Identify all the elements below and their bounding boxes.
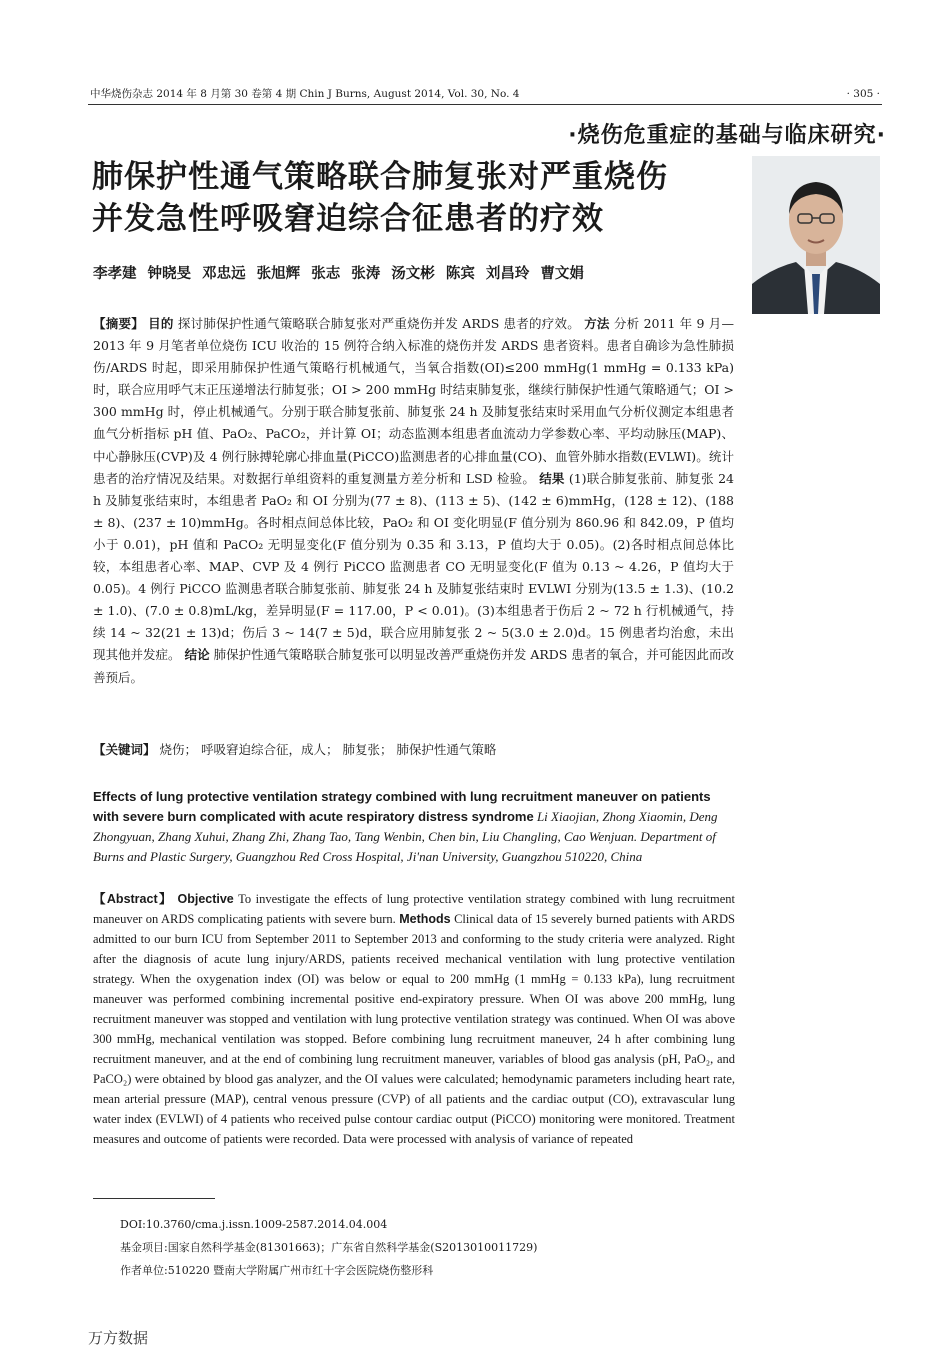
author-list: 李孝建 钟晓旻 邓忠远 张旭辉 张志 张涛 汤文彬 陈宾 刘昌玲 曹文娟 bbox=[93, 265, 584, 282]
header-rule bbox=[88, 104, 882, 105]
column-name: ·烧伤危重症的基础与临床研究· bbox=[568, 123, 886, 148]
footnote-rule bbox=[93, 1198, 215, 1199]
page-number: · 305 · bbox=[846, 88, 880, 100]
article-title bbox=[92, 156, 742, 240]
abstract-label: 【摘要】 bbox=[93, 316, 144, 331]
results-text: (1)联合肺复张前、肺复张 24 h 及肺复张结束时，本组患者 PaO₂ 和 OI 分别为(77 ± 8)、(113 ± 5)、(142 ± 6)mmHg，(128 ± 12)、(188 ± 8)、(237 ± 10)mmHg。各时相点间总体比较，PaO₂ 和 OI 变化明显(F 值分别为 860.96 和 842.09，P 值均小于 0.01)，pH 值和 PaCO₂ 无明显变化(F 值分别为 0.35 和 3.13，P 值均大于 0.05)。(2)各时相点间总体比较，本组患者心率、MAP、CVP 及 4 例行 PiCCO 监测患者 CO 无明显变化(F 值为 0.13 ~ 4.26，P 值均大于 0.05)。4 例行 PiCCO 监测患者联合肺复张前、肺复张 24 h 及肺复张结束时 EVLWI 分别为(13.5 ± 1.3)、(10.2 ± 1.0)、(7.0 ± 0.8)mL/kg，差异明显(F = 117.00，P < 0.01)。(3)本组患者于伤后 2 ~ 72 h 行机械通气，持续 14 ~ 32(21 ± 13)d；伤后 3 ~ 14(7 ± 5)d，联合应用肺复张 2 ~ 5(3.0 ± 2.0)d。15 例患者均治愈，未出现其他并发症。 bbox=[93, 470, 734, 663]
conclusions-label: 结论 bbox=[184, 647, 210, 663]
results-label: 结果 bbox=[539, 470, 565, 486]
methods-label: 方法 bbox=[584, 316, 610, 331]
title-line-1: 肺保护性通气策略联合肺复张对严重烧伤 bbox=[92, 159, 668, 195]
author-photo bbox=[752, 156, 880, 314]
english-abstract bbox=[93, 889, 735, 1149]
footnote-funding: 基金项目:国家自然科学基金(81301663)；广东省自然科学基金(S2013010011729) bbox=[120, 1241, 538, 1254]
keywords-label: 【关键词】 bbox=[93, 742, 156, 757]
footnote-doi: DOI:10.3760/cma.j.issn.1009-2587.2014.04.004 bbox=[120, 1218, 388, 1231]
chinese-keywords bbox=[93, 739, 734, 761]
objective-label: 目的 bbox=[148, 316, 174, 331]
en-objective-label: Objective bbox=[177, 892, 234, 906]
running-header bbox=[90, 86, 880, 102]
methods-text: 分析 2011 年 9 月—2013 年 9 月笔者单位烧伤 ICU 收治的 15 例符合纳入标准的烧伤并发 ARDS 患者资料。患者自确诊为急性肺损伤/ARDS 时起，即采用肺保护性通气策略行机械通气，当氧合指数(OI)≤200 mmHg(1 mmHg = 0.133 kPa)时，联合应用呼气末正压递增法行肺复张；OI > 200 mmHg 时结束肺复张，继续行肺保护性通气策略通气；OI > 300 mmHg 时，停止机械通气。分别于联合肺复张前、肺复张 24 h 及肺复张结束时采用血气分析仪测定本组患者血气分析指标 pH 值、PaO₂、PaCO₂，并计算 OI；动态监测本组患者血流动力学参数心率、平均动脉压(MAP)、中心静脉压(CVP)及 4 例行脉搏轮廓心排血量(PiCCO)监测患者的心排血量(CO)、血管外肺水指数(EVLWI)。统计患者的治疗情况及结果。对数据行单组资料的重复测量方差分析和 LSD 检验。 bbox=[93, 316, 734, 486]
objective-text: 探讨肺保护性通气策略联合肺复张对严重烧伤并发 ARDS 患者的疗效。 bbox=[177, 316, 580, 331]
journal-citation: 中华烧伤杂志 2014 年 8 月第 30 卷第 4 期 Chin J Burns, August 2014, Vol. 30, No. 4 bbox=[90, 88, 520, 100]
english-title-block bbox=[93, 787, 735, 867]
english-authors: Li Xiaojian, Zhong Xiaomin, Deng Zhongyuan, Zhang Xuhui, Zhang Zhi, Zhang Tao, Tang Wenbin, Chen bin, Liu Changling, Cao Wenjuan. bbox=[93, 809, 718, 844]
title-line-2: 并发急性呼吸窘迫综合征患者的疗效 bbox=[92, 201, 604, 237]
chinese-abstract bbox=[93, 313, 734, 689]
en-objective-text: To investigate the effects of lung protective ventilation strategy combined with lung recruitment maneuver on ARDS complicating patients with severe burn. bbox=[93, 892, 735, 926]
english-title: Effects of lung protective ventilation strategy combined with lung recruitment maneuver on patients with severe burn complicated with acute respiratory distress syndrome bbox=[93, 789, 711, 824]
author-portrait-image bbox=[752, 156, 880, 314]
english-affiliation: Department of Burns and Plastic Surgery, Guangzhou Red Cross Hospital, Ji'nan University, Guangzhou 510220, China bbox=[93, 829, 716, 864]
footnote-affiliation: 作者单位:510220 暨南大学附属广州市红十字会医院烧伤整形科 bbox=[120, 1264, 434, 1277]
conclusions-text: 肺保护性通气策略联合肺复张可以明显改善严重烧伤并发 ARDS 患者的氧合，并可能因此而改善预后。 bbox=[93, 647, 734, 685]
en-abstract-label: 【Abstract】 bbox=[93, 892, 173, 906]
keywords-text: 烧伤； 呼吸窘迫综合征，成人； 肺复张； 肺保护性通气策略 bbox=[159, 742, 497, 757]
en-methods-label: Methods bbox=[399, 912, 451, 926]
watermark: 万方数据 bbox=[88, 1329, 149, 1347]
en-methods-text: Clinical data of 15 severely burned patients with ARDS admitted to our burn ICU from September 2011 to September 2013 and conforming to the study criteria were analyzed. Right after the diagnosis of acute lung injury/ARDS, patients received mechanical ventilation with lung protective ventilation strategy. When the oxygenation index (OI) was below or equal to 200 mmHg (1 mmHg = 0.133 kPa), lung recruitment maneuver was performed combining incremental positive end-expiratory pressure. When OI was above 200 mmHg, lung recruitment maneuver was stopped and ventilation with lung protective ventilation strategy was continued. When OI was above 300 mmHg, mechanical ventilation was stopped. Before combining lung recruitment maneuver, 24 h after combining lung recruitment maneuver, and at the end of combining lung recruitment maneuver, variables of blood gas analysis (pH, PaO₂, and PaCO₂) were obtained by blood gas analyzer, and the OI values were calculated; hemodynamic parameters including heart rate, mean arterial pressure (MAP), central venous pressure (CVP) of all patients and the cardiac output (CO), extravascular lung water index (EVLWI) of 4 patients who received pulse contour cardiac output (PiCCO) monitoring were monitored. Treatment measures and outcome of patients were recorded. Data were processed with analysis of variance of repeated bbox=[93, 912, 735, 1146]
